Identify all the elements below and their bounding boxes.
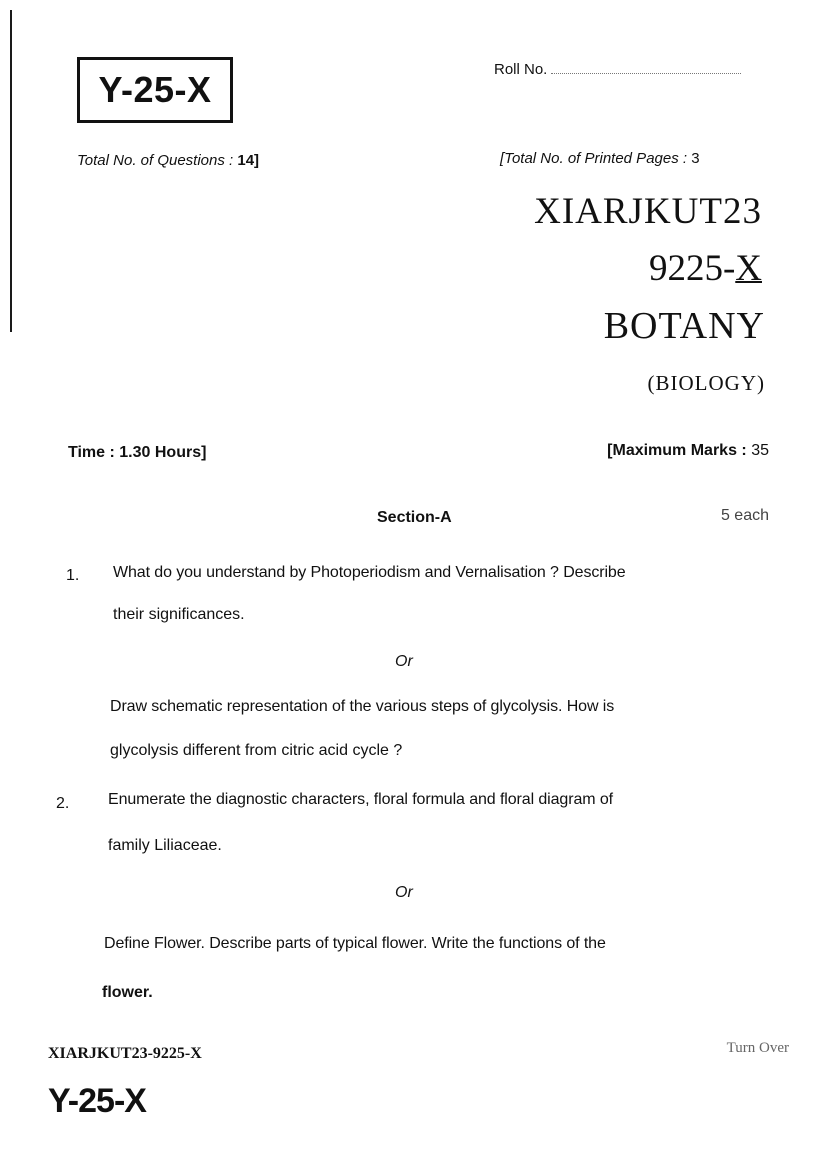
question-line: glycolysis different from citric acid cycle ? <box>110 742 403 759</box>
total-pages-value: 3 <box>691 150 700 167</box>
subject-subtitle: (BIOLOGY) <box>647 371 765 395</box>
total-questions <box>77 152 259 169</box>
roll-number-blank <box>551 73 741 74</box>
subject-title: BOTANY <box>603 305 765 347</box>
maximum-marks-value: 35 <box>751 442 769 459</box>
total-questions-value: 14] <box>237 152 260 169</box>
paper-code-box <box>77 57 233 123</box>
question-line: Define Flower. Describe parts of typical flower. Write the functions of the <box>104 935 606 952</box>
question-line: What do you understand by Photoperiodism and Vernalisation ? Describe <box>113 564 626 581</box>
total-questions-label: Total No. of Questions : <box>77 152 234 169</box>
section-title: Section-A <box>377 509 452 526</box>
exam-code: XIARJKUT23 <box>534 191 762 232</box>
paper-number-suffix: X <box>735 248 762 289</box>
maximum-marks-label: [Maximum Marks : <box>607 442 747 459</box>
paper-number <box>649 247 762 290</box>
total-pages <box>500 150 700 167</box>
roll-number-field <box>494 61 741 78</box>
maximum-marks <box>607 442 769 460</box>
or-separator: Or <box>395 884 413 901</box>
question-line: their significances. <box>113 606 245 623</box>
question-line: Enumerate the diagnostic characters, floral formula and floral diagram of <box>108 791 613 808</box>
question-line: family Liliaceae. <box>108 837 222 854</box>
scan-edge-line <box>10 10 12 332</box>
paper-code-box-text: Y-25-X <box>98 69 212 110</box>
or-separator: Or <box>395 653 413 670</box>
time-allowed: Time : 1.30 Hours] <box>68 444 207 461</box>
question-number: 2. <box>56 795 70 812</box>
question-number: 1. <box>66 567 80 584</box>
footer-code: XIARJKUT23-9225-X <box>48 1045 202 1062</box>
total-pages-label: [Total No. of Printed Pages : <box>500 150 688 167</box>
turn-over-note: Turn Over <box>726 1040 789 1056</box>
question-line: flower. <box>102 984 153 1001</box>
roll-number-label: Roll No. <box>494 61 548 78</box>
question-line: Draw schematic representation of the various steps of glycolysis. How is <box>110 698 615 715</box>
paper-number-prefix: 9225- <box>648 248 736 289</box>
section-marks-note: 5 each <box>720 507 769 524</box>
footer-paper-code: Y-25-X <box>48 1082 146 1120</box>
